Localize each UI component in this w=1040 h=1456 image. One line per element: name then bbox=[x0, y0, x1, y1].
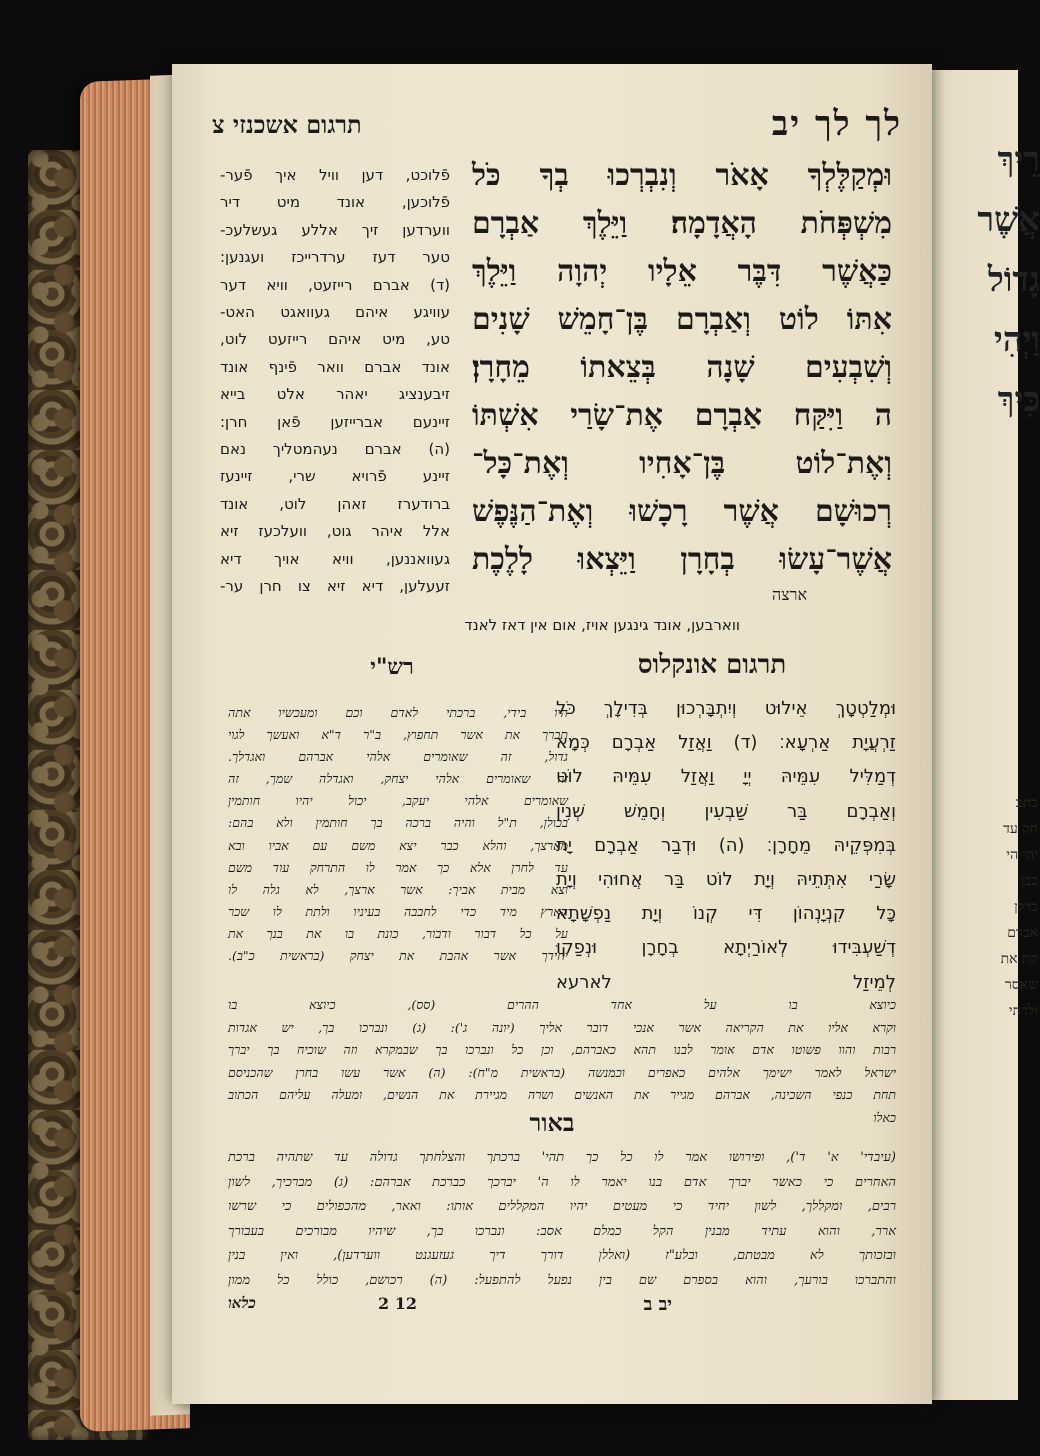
onkelos-line: דְמַלִּיל עִמֵּיהּ יְיָ וַאֲזַל עִמֵּיהּ לוֹט bbox=[556, 766, 896, 788]
neighbor-small-line: כרלן bbox=[1014, 899, 1038, 915]
bible-line: ה וַיִּקַּח אַבְרָם אֶת־שָׂרַי אִשְׁתּוֹ bbox=[472, 398, 892, 433]
yiddish-line: ברודערז זאהן לוט, אונד bbox=[220, 494, 450, 513]
onkelos-line: וּמְלַטְטָךְ אֵילוּט וְיִתְבָּרְכוּן בְּדִילָךְ כֹּל bbox=[556, 698, 896, 719]
yiddish-line: געוואננען, וויא אויך דיא bbox=[220, 549, 450, 568]
bible-line: וְשִׁבְעִים שָׁנָה בְּצֵאתוֹ מֵחָרָן׃ bbox=[472, 350, 892, 385]
rashi-line: זה שאומרים אלהי יצחק, ואגדלה שמך, זה bbox=[228, 771, 568, 787]
biur-commentary bbox=[228, 1146, 896, 1293]
onkelos-line: לְמֵיזַל לארעא bbox=[556, 971, 896, 993]
page-header bbox=[172, 104, 932, 154]
neighbor-small-line: יהי הי bbox=[1006, 847, 1038, 863]
onkelos-column bbox=[556, 692, 896, 1000]
rashi-line: על כל דבור ודבור, כונת בו את בנך את bbox=[228, 925, 568, 941]
neighbor-small-line: כבן bbox=[1020, 873, 1038, 889]
rashi-heading: רש"י bbox=[370, 654, 414, 680]
yiddish-line: (ה) אברם נעהמטליך נאם bbox=[220, 440, 450, 459]
neighbor-fragment: וַיְהִי bbox=[993, 320, 1040, 360]
biur-heading: באור bbox=[529, 1108, 575, 1137]
bible-text-column bbox=[472, 152, 892, 606]
bible-line: רְכוּשָׁם אֲשֶׁר רָכָשׁוּ וְאֶת־הַנֶּפֶשׁ bbox=[472, 494, 892, 529]
rashi-wide-line: כאלו bbox=[873, 1109, 896, 1125]
rashi-line: עד לחרן אלא כך אמר לו התרחק עוד משם bbox=[228, 859, 568, 875]
onkelos-line: זַרְעֲיָת אַרְעָא׃ (ד) וַאֲזַל אַבְרָם כְּמָא bbox=[556, 732, 896, 754]
neighbor-fragment: רֵיךְ bbox=[997, 140, 1040, 180]
neighbor-small-line: ולדתי bbox=[1008, 1003, 1038, 1019]
rashi-line: הארץ מיד כדי לחבבה בעיניו ולתת לו שכר bbox=[228, 903, 568, 919]
page-mark: 12 2 bbox=[378, 1294, 417, 1313]
neighbor-fragment: גָדוֹל bbox=[987, 260, 1040, 300]
rashi-wide-line: תחת כנפי השכינה, אברהם מגייר את האנשים ושרה מגיירת את הנשים, ומעלה עליהם הכתוב bbox=[228, 1087, 896, 1102]
neighbor-small-line: חק עד bbox=[1003, 821, 1038, 837]
rashi-line: מארצך, והלא כבר יצא משם עם אביו ובא bbox=[228, 837, 568, 853]
neighbor-fragment: כִּיךְ bbox=[997, 380, 1040, 420]
onkelos-line: כָּל קִנְיָנְהוֹן דִּי קְנוֹ וְיָת נַפְשָׁתָא bbox=[556, 903, 896, 925]
rashi-line: תברך את אשר תחפוץ, ב"ר ד"א ואעשך לגוי bbox=[228, 727, 568, 743]
book-page bbox=[172, 64, 932, 1404]
bible-catchword: ארצה bbox=[772, 585, 808, 604]
rashi-wide-line: וקרא אליו את הקריאה אשר אנכי דובר אליך (יונה ג'): (ג) ונברכו בך, יש אגדות bbox=[228, 1019, 896, 1035]
onkelos-heading: תרגום אונקלוס bbox=[637, 650, 787, 680]
neighbor-small-line: קת את bbox=[1000, 951, 1038, 967]
onkelos-line: בְּמִפְּקֵיהּ מֵחָרָן׃ (ה) וּדְבַר אַבְרָם יָת bbox=[556, 834, 896, 856]
neighbor-fragment: אֲשֶׁר bbox=[977, 200, 1040, 240]
yiddish-line: זעעלען, דיא זיא צו חרן ער- bbox=[220, 577, 450, 596]
neighbor-small-line: אברם bbox=[1007, 925, 1038, 941]
yiddish-line: זיבענציג יאהר אלט בייא bbox=[220, 385, 450, 404]
neighbor-small-line: כתב bbox=[1015, 795, 1038, 811]
rashi-line: שאומרים אלהי יעקב, יכול יהיו חותמין bbox=[228, 793, 568, 809]
page-footer bbox=[228, 1294, 672, 1318]
rashi-line: היו בידי, ברכתי לאדם וכם ומעכשיו אתה bbox=[228, 705, 568, 720]
yiddish-line: טער דעז ערדרייכז ועגנען: bbox=[220, 248, 450, 267]
rashi-wide-line: רבות והוו פשוטו אדם אומר לבנו תהא כאברהם, וכן כל ונברכו בך שבמקרא וזה שוכיח בך יברך bbox=[228, 1042, 896, 1057]
yiddish-line: אונד אברם וואר פֿינף אונד bbox=[220, 357, 450, 376]
rashi-column bbox=[228, 702, 568, 967]
rashi-line: בכולן, ת"ל והיה ברכה בך חותמין ולא בהם: bbox=[228, 815, 568, 831]
bible-line: מִשְׁפְּחֹת הָאֲדָמָה׃ וַיֵּלֶךְ אַבְרָם bbox=[472, 206, 892, 241]
yiddish-last-line: ווארבען, אונד גינגען אויז, אום אין דאז לאנד bbox=[464, 616, 740, 634]
rashi-wide-line: כיוצא בו על אחד ההרים (סס), כיוצא בו bbox=[228, 997, 896, 1012]
onkelos-line: וְאַבְרָם בַּר שַׁבְעִין וְחָמֵשׁ שְׁנִין bbox=[556, 800, 896, 822]
onkelos-line: שָׂרַי אִתְּתֵיהּ וְיָת לוֹט בַּר אֲחוּהִי וְיָת bbox=[556, 869, 896, 891]
yiddish-line: (ד) אברם רייזעט, וויא דער bbox=[220, 275, 450, 294]
rashi-wide-line: ישראל לאמר ישימך אלהים כאפרים וכמנשה (בראשית מ"ח): (ה) אשר עשו בחרן שהכניסם bbox=[228, 1064, 896, 1080]
bible-line: אֲשֶׁר־עָשׂוּ בְחָרָן וַיֵּצְאוּ לָלֶכֶת bbox=[472, 542, 892, 577]
bible-line: וְאֶת־לוֹט בֶּן־אָחִיו וְאֶת־כָּל־ bbox=[472, 446, 892, 481]
yiddish-line: עוויגע איהם געוואגט האט- bbox=[220, 303, 450, 322]
neighbor-page bbox=[928, 70, 1040, 1400]
biur-line: ארר, והוא עתיד מבנין הקל כמלם אסב: ונברכו בך, שיהיו מבורכים בעבורך bbox=[228, 1223, 896, 1239]
rashi-line: יחידך אשר אהבת את יצחק (בראשית כ"ב). bbox=[228, 948, 568, 964]
biur-line: האחרים כי כאשר יברך אדם בנו יאמר לו ה' יברכך כברכת אברהם: (ג) מברכיך, לשון bbox=[228, 1174, 896, 1190]
biur-line: ובזכותך לא מבטתם, ובלע"ז (ואללן דורך דיך געזעגנט ווערדען), ואין בנין bbox=[228, 1248, 896, 1263]
biur-line: רבים, ומקללך, לשון יחיד כי מעטים יהיו המקללים אותו: ואאר, מהכפולים כי שרשו bbox=[228, 1199, 896, 1214]
biur-line: (עיבדי' א' ד'), ופירושו אמר לו כל כך תהי' ברכתך והצלחתך גדולה עד שתהיה ברכת bbox=[228, 1150, 896, 1165]
yiddish-line: ווערדען זיך אללע געשלעכ- bbox=[220, 220, 450, 239]
yiddish-line: פֿלוכט, דען וויל איך פֿער- bbox=[220, 166, 450, 184]
yiddish-line: זיינע פֿרויא שרי, זיינעז bbox=[220, 467, 450, 486]
gathering-signature: יב ב bbox=[643, 1294, 672, 1315]
neighbor-small-line: שאסר bbox=[1004, 977, 1038, 993]
bible-line: אִתּוֹ לוֹט וְאַבְרָם בֶּן־חָמֵשׁ שָׁנִים bbox=[472, 302, 892, 337]
biur-line: והתברכו בורעך, והוא בספרם שם בין נפעל להתפעל: (ה) רכושם, כולל כל ממון bbox=[228, 1272, 896, 1288]
onkelos-line: דְשַׁעְבִּידוּ לְאוֹרַיְתָא בְחָרָן וּנְפַקוּ bbox=[556, 937, 896, 959]
rashi-line: וצא מבית אביך: אשר ארצך, לא גלה לו bbox=[228, 881, 568, 897]
yiddish-line: זיינעם אברייזען פֿאן חרן: bbox=[220, 412, 450, 431]
neighbor-small-text bbox=[978, 790, 1038, 1024]
running-head-parasha: לך לך יב bbox=[771, 104, 902, 144]
rashi-line: גדול, זה שאומרים אלהי אברהם ואגדלך. bbox=[228, 749, 568, 765]
bible-line: כַּאֲשֶׁר דִּבֶּר אֵלָיו יְהוָה וַיֵּלֶךְ bbox=[472, 254, 892, 289]
yiddish-line: פֿלוכען, אונד מיט דיר bbox=[220, 193, 450, 212]
running-head-targum: תרגום אשכנזי צ bbox=[212, 110, 362, 139]
bible-line: וּמְקַלֶּלְךָ אָאֹר וְנִבְרְכוּ בְךָ כֹּל bbox=[472, 158, 892, 193]
yiddish-translation-column bbox=[220, 162, 450, 601]
neighbor-fragments bbox=[950, 130, 1040, 430]
footer-catchword: כלאו bbox=[228, 1294, 256, 1312]
yiddish-line: אלל איהר גוט, וועלכעז זיא bbox=[220, 522, 450, 541]
yiddish-line: טע, מיט איהם רייזעט לוט, bbox=[220, 330, 450, 349]
